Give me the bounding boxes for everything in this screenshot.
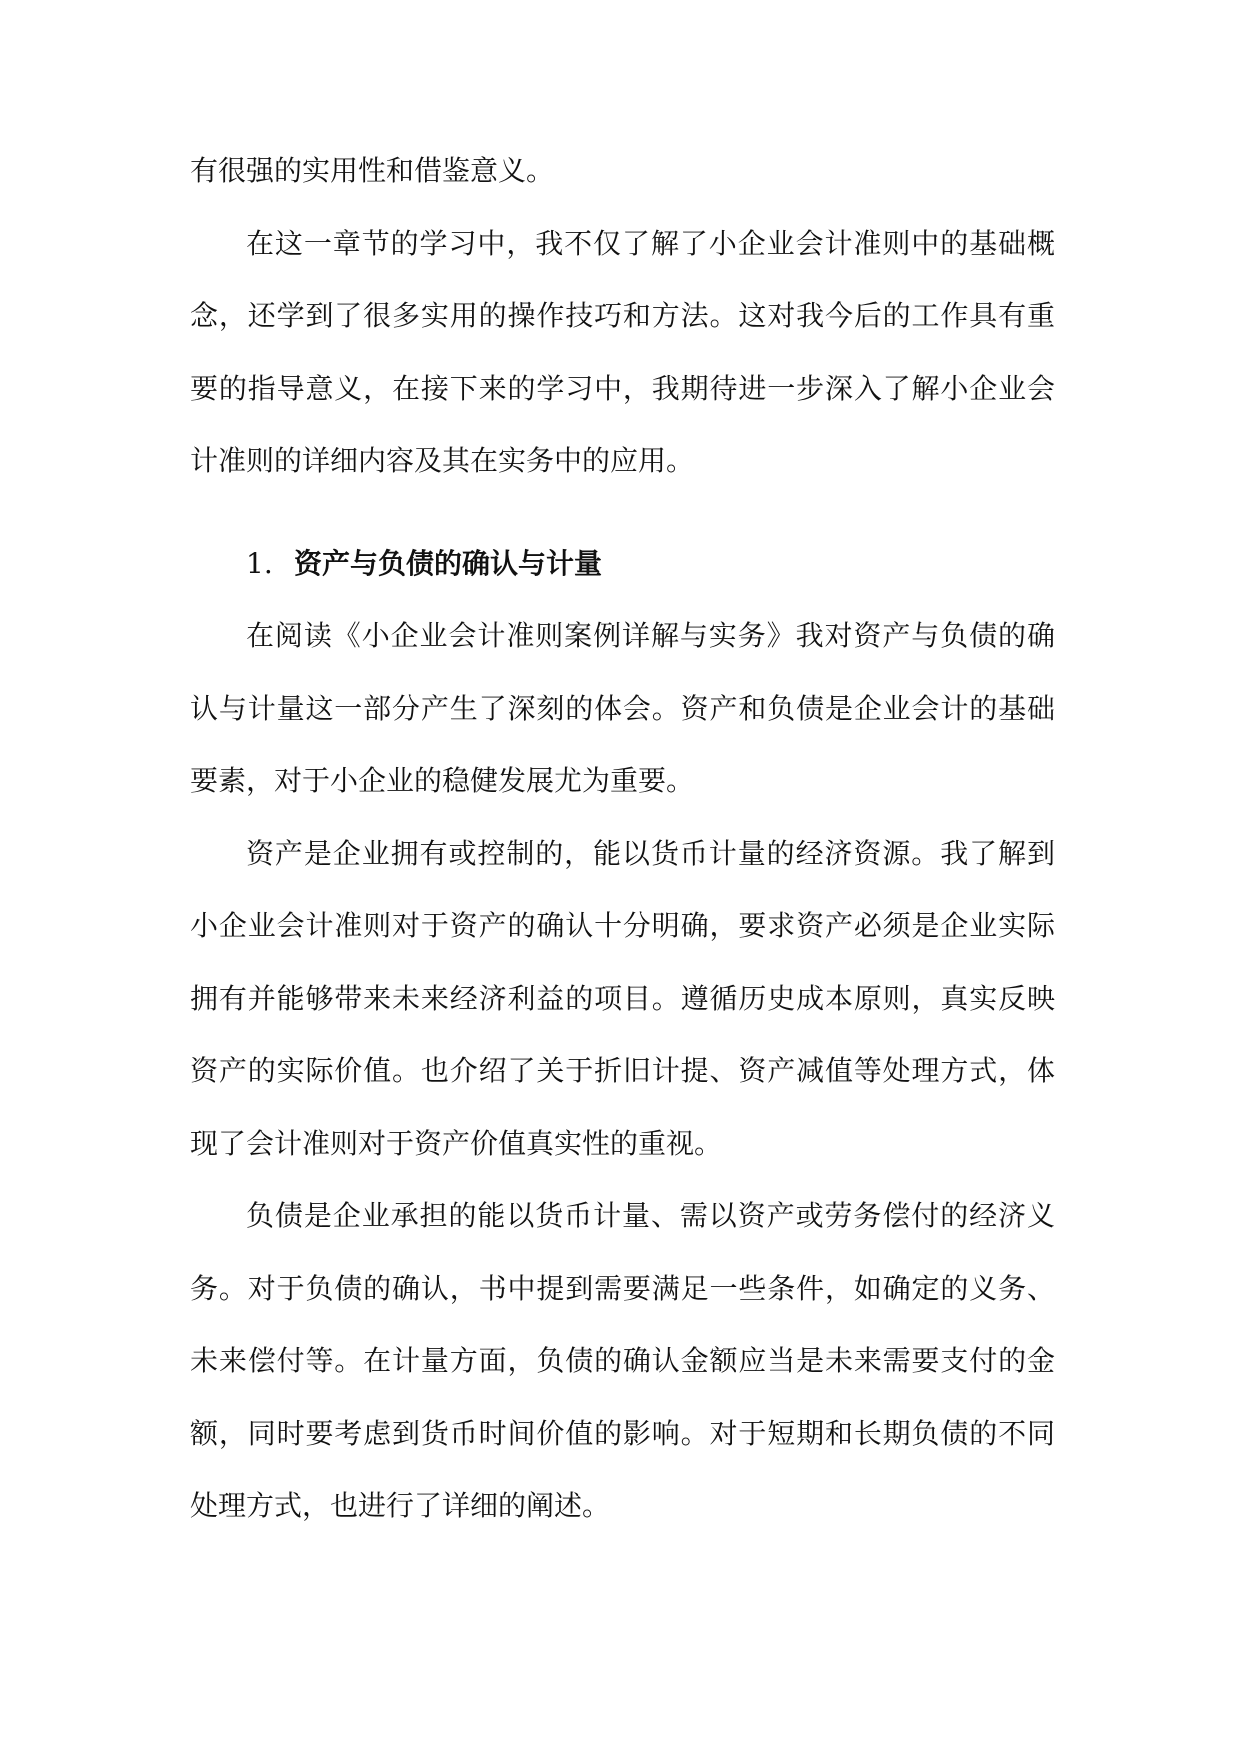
document-body bbox=[190, 135, 1055, 1543]
section-heading bbox=[190, 528, 1055, 601]
paragraph-liabilities: 负债是企业承担的能以货币计量、需以资产或劳务偿付的经济义务。对于负债的确认，书中提到需要满足一些条件，如确定的义务、未来偿付等。在计量方面，负债的确认金额应当是未来需要支付的金额，同时要考虑到货币时间价值的影响。对于短期和长期负债的不同处理方式，也进行了详细的阐述。 bbox=[190, 1199, 1055, 1522]
paragraph-assets: 资产是企业拥有或控制的，能以货币计量的经济资源。我了解到小企业会计准则对于资产的确认十分明确，要求资产必须是企业实际拥有并能够带来未来经济利益的项目。遵循历史成本原则，真实反映资产的实际价值。也介绍了关于折旧计提、资产减值等处理方式，体现了会计准则对于资产价值真实性的重视。 bbox=[190, 836, 1055, 1160]
paragraph-continuation: 有很强的实用性和借鉴意义。 bbox=[190, 154, 555, 187]
paragraph-reading-reflection: 在阅读《小企业会计准则案例详解与实务》我对资产与负债的确认与计量这一部分产生了深刻的体会。资产和负债是企业会计的基础要素，对于小企业的稳健发展尤为重要。 bbox=[190, 619, 1055, 797]
section-title: 资产与负债的确认与计量 bbox=[294, 546, 603, 580]
section-number: 1. bbox=[246, 546, 273, 580]
paragraph-chapter-summary: 在这一章节的学习中，我不仅了解了小企业会计准则中的基础概念，还学到了很多实用的操作技巧和方法。这对我今后的工作具有重要的指导意义，在接下来的学习中，我期待进一步深入了解小企业会计准则的详细内容及其在实务中的应用。 bbox=[190, 226, 1055, 477]
